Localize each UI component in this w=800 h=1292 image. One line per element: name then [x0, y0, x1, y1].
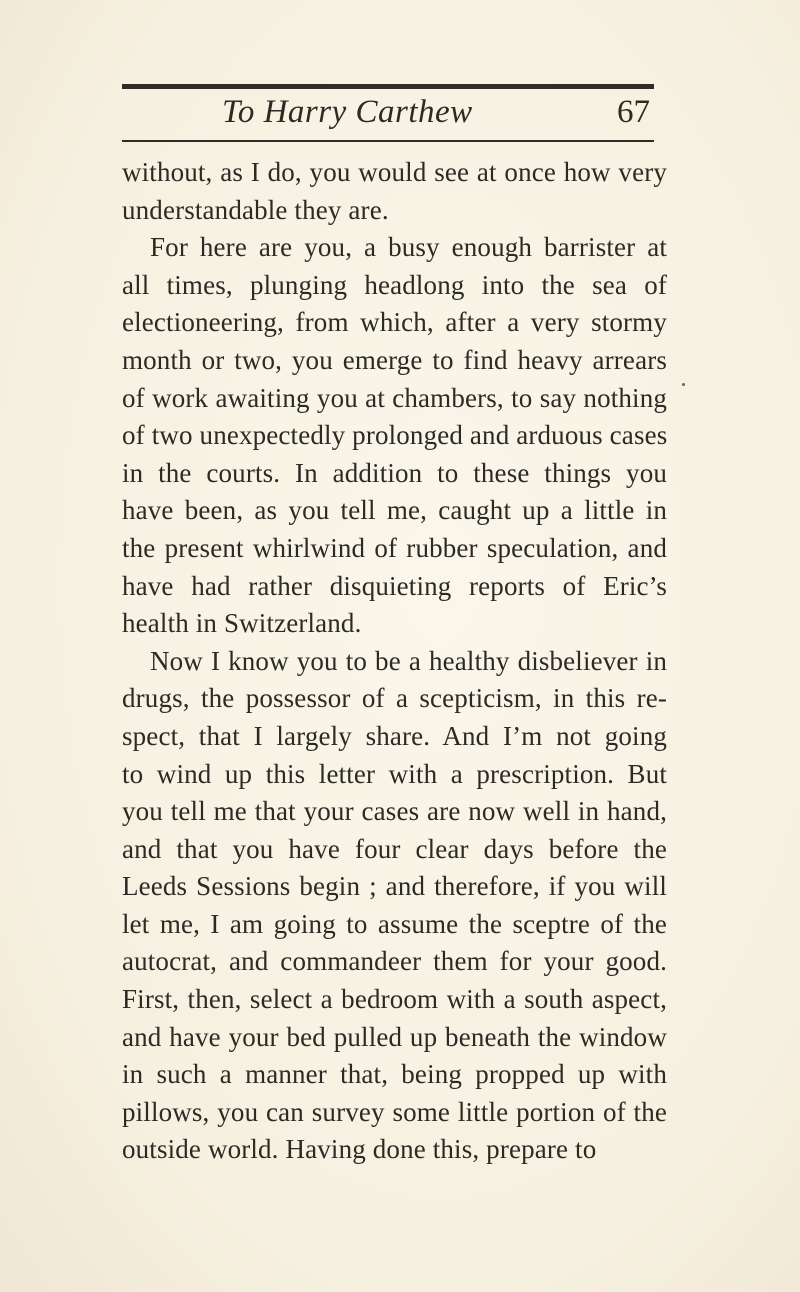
text-line: Leeds Sessions begin ; and therefore, if you will — [122, 871, 667, 902]
text-line: let me, I am going to assume the sceptre of the — [122, 908, 667, 939]
text-line: in such a manner that, being propped up with — [122, 1059, 667, 1090]
text-line: all times, plunging headlong into the sea of — [122, 269, 667, 300]
text-line: autocrat, and commandeer them for your good. — [122, 946, 667, 977]
running-title: To Harry Carthew — [222, 94, 473, 130]
text-line: pillows, you can survey some little portion of the — [122, 1096, 667, 1127]
text-line: you tell me that your cases are now well in hand, — [122, 796, 667, 827]
text-line: without, as I do, you would see at once how very — [122, 157, 667, 187]
text-line: the present whirlwind of rubber speculation, and — [122, 532, 667, 563]
text-line: spect, that I largely share. And I’m not going — [122, 720, 667, 751]
text-line: of work awaiting you at chambers, to say nothing — [122, 382, 667, 413]
running-header — [122, 92, 654, 138]
text-line: First, then, select a bedroom with a south aspect, — [122, 984, 667, 1015]
page-number: 67 — [617, 94, 650, 130]
text-line: month or two, you emerge to find heavy arrears — [122, 344, 667, 375]
text-line: electioneering, from which, after a very stormy — [122, 307, 667, 338]
text-line: health in Switzerland. — [122, 608, 362, 639]
text-line: of two unexpectedly prolonged and arduous cases — [122, 420, 668, 451]
text-line: and that you have four clear days before the — [122, 833, 667, 864]
text-line: outside world. Having done this, prepare to — [122, 1134, 597, 1165]
text-line: understandable they are. — [122, 194, 389, 225]
text-line: to wind up this letter with a prescription. But — [122, 758, 667, 789]
header-top-rule — [122, 84, 654, 89]
text-line: drugs, the possessor of a scepticism, in this re- — [122, 683, 667, 714]
text-line: have been, as you tell me, caught up a little in — [122, 495, 667, 526]
text-line: have had rather disquieting reports of Eric’s — [122, 570, 667, 601]
text-line: Now I know you to be a healthy disbeliever in — [150, 645, 667, 676]
header-bottom-rule — [122, 140, 654, 142]
stray-ink-mark — [682, 383, 685, 386]
body-text — [122, 154, 667, 1169]
text-line: For here are you, a busy enough barrister at — [150, 232, 667, 263]
text-line: in the courts. In addition to these things you — [122, 457, 667, 488]
text-line: and have your bed pulled up beneath the window — [122, 1021, 667, 1052]
